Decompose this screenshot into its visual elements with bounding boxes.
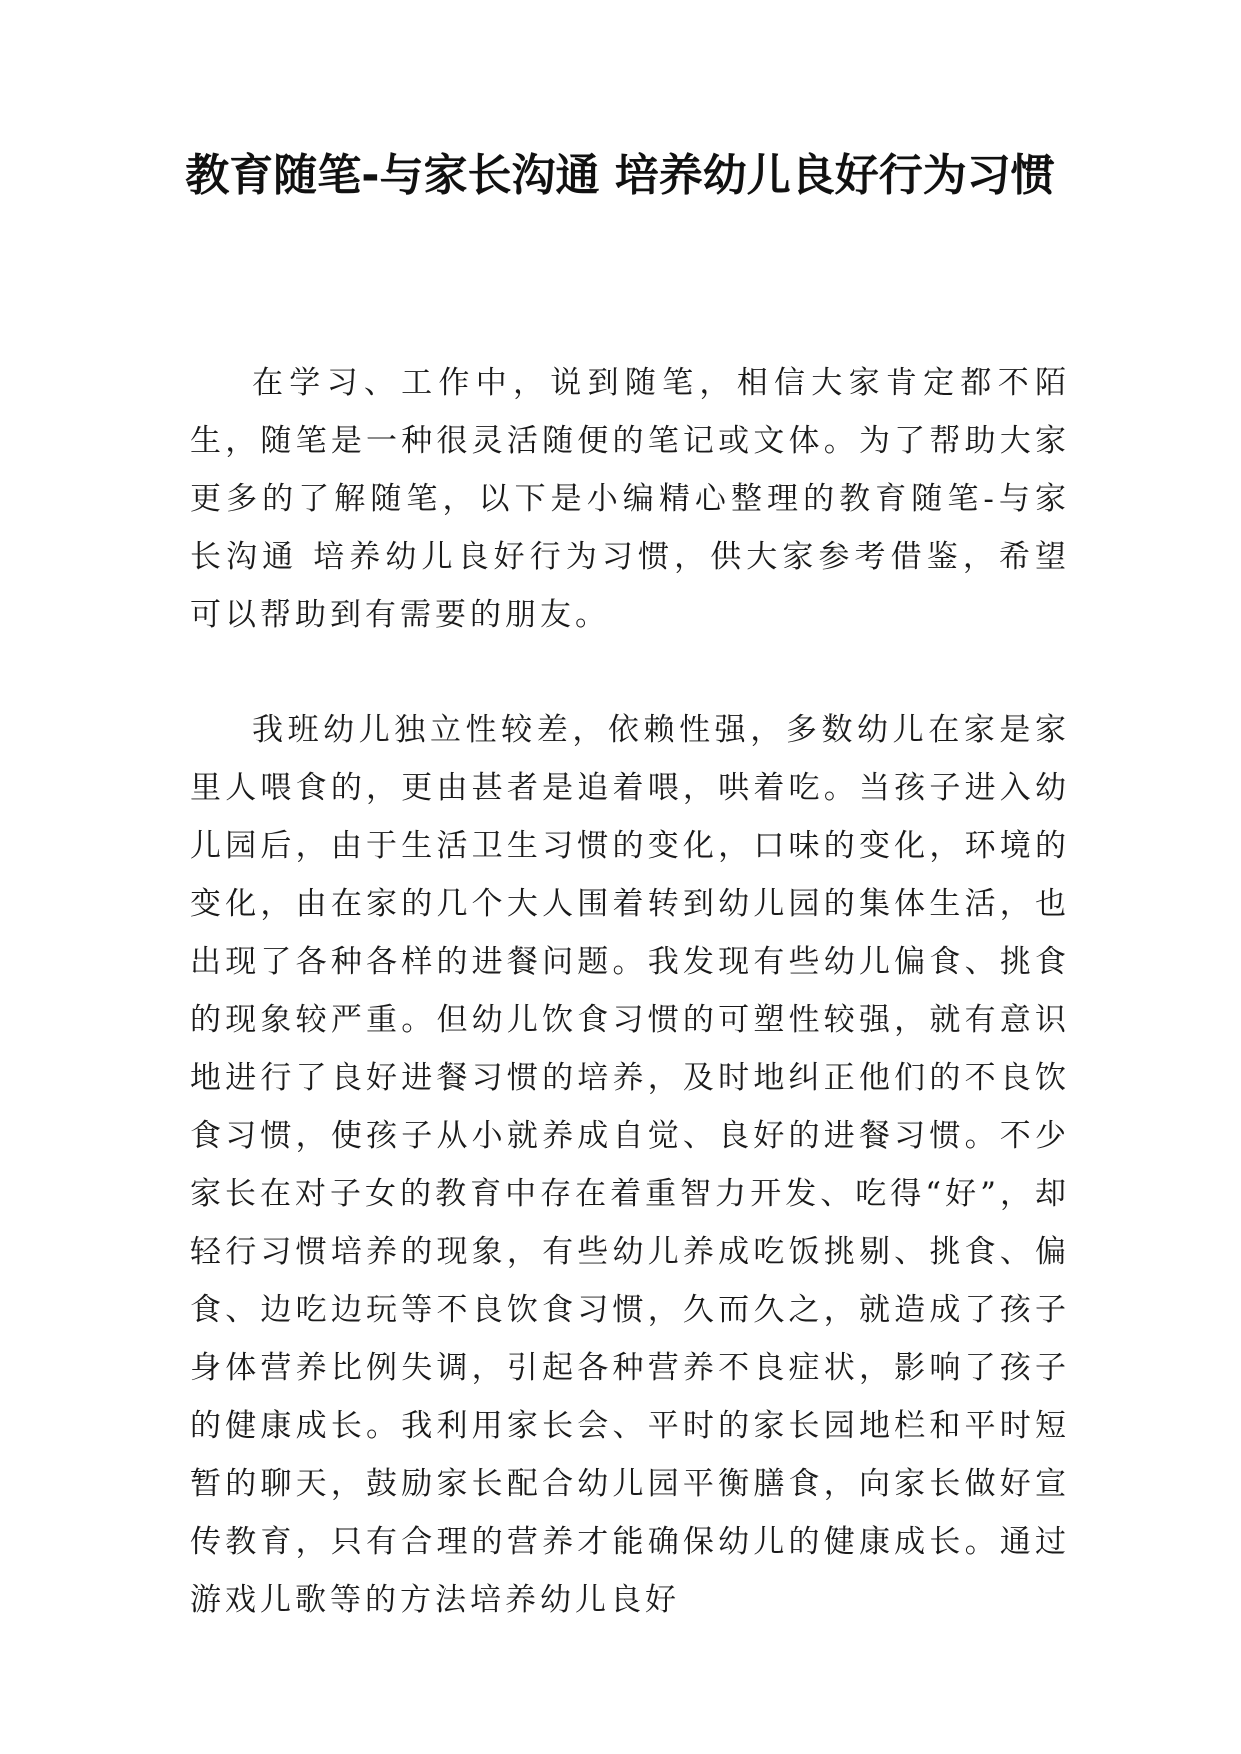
- document-title: 教育随笔-与家长沟通 培养幼儿良好行为习惯: [185, 150, 1055, 201]
- body-paragraph: 我班幼儿独立性较差，依赖性强，多数幼儿在家是家里人喂食的，更由甚者是追着喂，哄着吃。当孩子进入幼儿园后，由于生活卫生习惯的变化，口味的变化，环境的变化，由在家的几个大人围着转到幼儿园的集体生活，也出现了各种各样的进餐问题。我发现有些幼儿偏食、挑食的现象较严重。但幼儿饮食习惯的可塑性较强，就有意识地进行了良好进餐习惯的培养，及时地纠正他们的不良饮食习惯，使孩子从小就养成自觉、良好的进餐习惯。不少家长在对子女的教育中存在着重智力开发、吃得“好”，却轻行习惯培养的现象，有些幼儿养成吃饭挑剔、挑食、偏食、边吃边玩等不良饮食习惯，久而久之，就造成了孩子身体营养比例失调，引起各种营养不良症状，影响了孩子的健康成长。我利用家长会、平时的家长园地栏和平时短暂的聊天，鼓励家长配合幼儿园平衡膳食，向家长做好宣传教育，只有合理的营养才能确保幼儿的健康成长。通过游戏儿歌等的方法培养幼儿良好: [190, 712, 1070, 1618]
- intro-paragraph: 在学习、工作中，说到随笔，相信大家肯定都不陌生，随笔是一种很灵活随便的笔记或文体。为了帮助大家更多的了解随笔，以下是小编精心整理的教育随笔-与家长沟通 培养幼儿良好行为习惯，供大家参考借鉴，希望可以帮助到有需要的朋友。: [190, 365, 1070, 633]
